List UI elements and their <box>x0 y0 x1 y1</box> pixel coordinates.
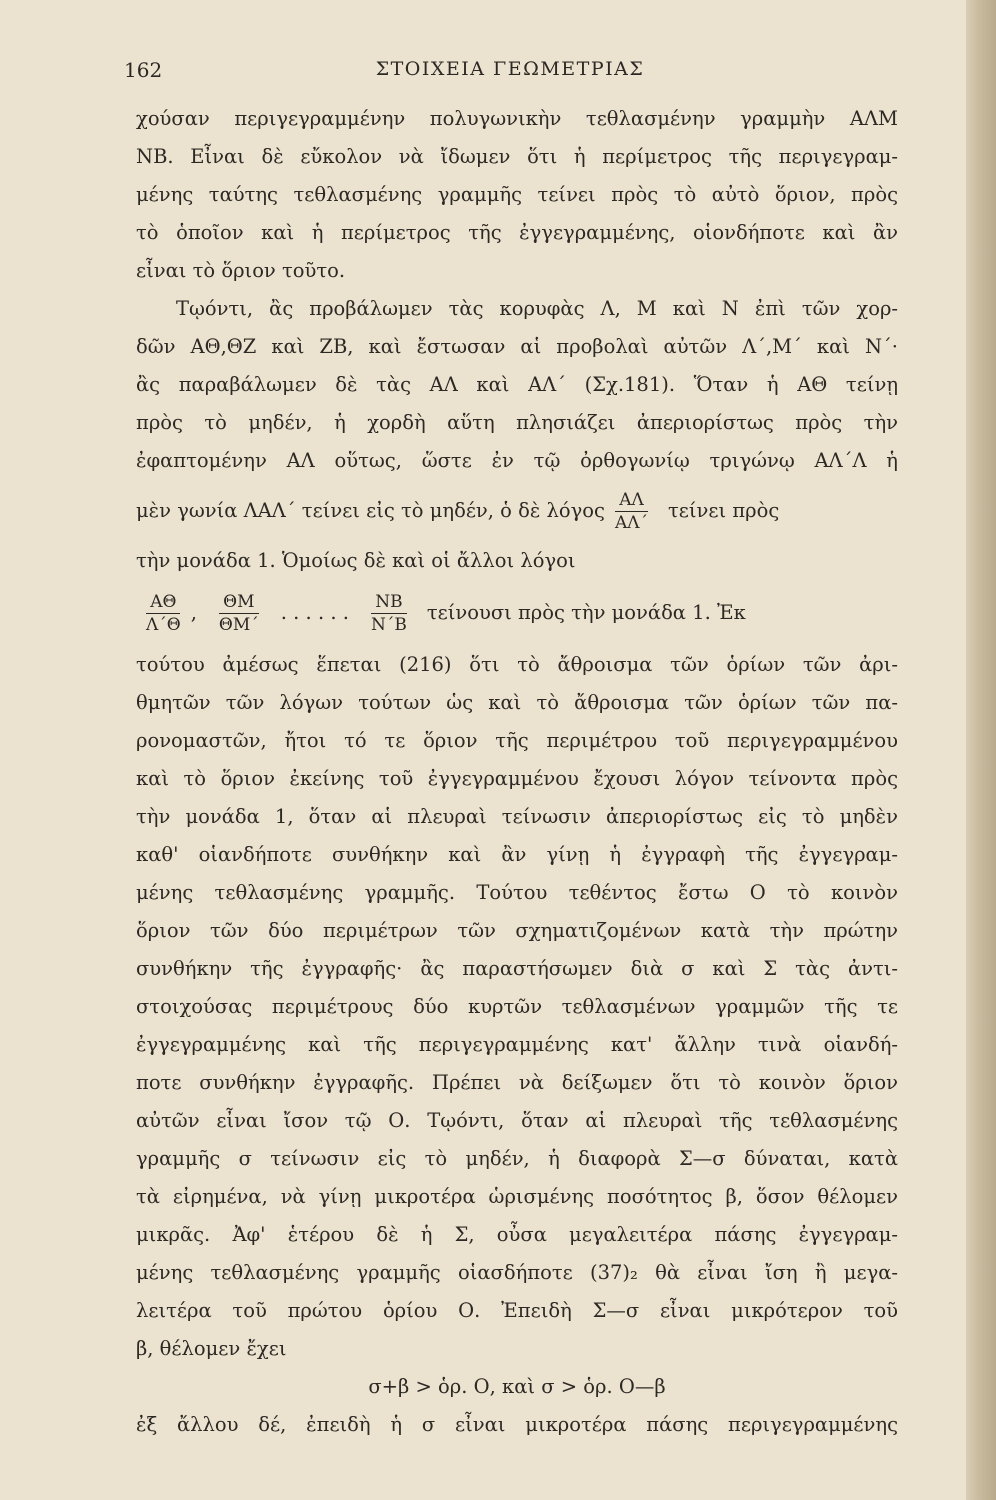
text-line: μένης ταύτης τεθλασμένης γραμμῆς τείνει πρὸς τὸ αὐτὸ ὅριον, πρὸς <box>136 183 898 206</box>
text-line: β, θέλομεν ἔχει <box>136 1337 287 1360</box>
fraction-numerator: ΑΛ <box>615 489 648 512</box>
text-line: τούτου ἀμέσως ἕπεται (216) ὅτι τὸ ἄθροισμα τῶν ὁρίων τῶν ἀρι- <box>136 653 898 676</box>
text-line: στοιχούσας περιμέτρους δύο κυρτῶν τεθλασμένων γραμμῶν τῆς τε <box>136 995 898 1018</box>
ratio-dots: . . . . . . <box>280 601 349 624</box>
fraction-denominator: ΑΛ΄ <box>614 512 649 533</box>
ratio-denominator: ΘΜ΄ <box>218 614 259 635</box>
ratio-2 <box>215 591 263 636</box>
text-line: εἶναι τὸ ὅριον τοῦτο. <box>136 259 346 282</box>
text-line: μένης τεθλασμένης γραμμῆς οἱασδήποτε (37)₂ θὰ εἶναι ἴση ἢ μεγα- <box>136 1261 898 1284</box>
text-line: μικρᾶς. Ἀφ' ἑτέρου δὲ ἡ Σ, οὖσα μεγαλειτέρα πάσης ἐγγεγραμ- <box>136 1223 898 1246</box>
text-line: πρὸς τὸ μηδέν, ἡ χορδὴ αὕτη πλησιάζει ἀπεριορίστως πρὸς τὴν <box>136 411 898 434</box>
fraction-line-before: μὲν γωνία ΛΑΛ΄ τείνει εἰς τὸ μηδέν, ὁ δὲ λόγος <box>136 499 605 522</box>
text-line: χούσαν περιγεγραμμένην πολυγωνικὴν τεθλασμένην γραμμὴν ΑΛΜ <box>136 107 898 130</box>
text-line: ἂς παραβάλωμεν δὲ τὰς ΑΛ καὶ ΑΛ΄ (Σχ.181). Ὅταν ἡ ΑΘ τείνῃ <box>136 373 898 396</box>
ratio-separator: , <box>190 601 197 624</box>
text-line: ρονομαστῶν, ἤτοι τό τε ὅριον τῆς περιμέτρου τοῦ περιγεγραμμένου <box>136 729 898 752</box>
text-line: ΝΒ. Εἶναι δὲ εὔκολον νὰ ἴδωμεν ὅτι ἡ περίμετρος τῆς περιγεγραμ- <box>136 145 898 168</box>
text-line: τὸ ὁποῖον καὶ ἡ περίμετρος τῆς ἐγγεγραμμένης, οἱονδήποτε καὶ ἂν <box>136 221 898 244</box>
text-line: καὶ τὸ ὅριον ἐκείνης τοῦ ἐγγεγραμμένου ἔχουσι λόγον τείνοντα πρὸς <box>136 767 898 790</box>
text-line: τὴν μονάδα 1. Ὁμοίως δὲ καὶ οἱ ἄλλοι λόγοι <box>136 549 576 572</box>
text-line: συνθήκην τῆς ἐγγραφῆς· ἂς παραστήσωμεν διὰ σ καὶ Σ τὰς ἀντι- <box>136 957 898 980</box>
fraction-al <box>611 489 652 534</box>
ratio-denominator: Λ΄Θ <box>146 614 181 635</box>
text-line: μένης τεθλασμένης γραμμῆς. Τούτου τεθέντος ἔστω Ο τὸ κοινὸν <box>136 881 898 904</box>
ratio-denominator: Ν΄Β <box>370 614 407 635</box>
text-line: ὅριον τῶν δύο περιμέτρων τῶν σχηματιζομένων κατὰ τὴν πρώτην <box>136 919 898 942</box>
ratios-line <box>136 580 898 646</box>
running-title: ΣΤΟΙΧΕΙΑ ΓΕΩΜΕΤΡΙΑΣ <box>375 58 645 80</box>
text-line: λειτέρα τοῦ πρώτου ὁρίου Ο. Ἐπειδὴ Σ—σ εἶναι μικρότερον τοῦ <box>136 1299 898 1322</box>
text-line: ποτε συνθήκην ἐγγραφῆς. Πρέπει νὰ δείξωμεν ὅτι τὸ κοινὸν ὅριον <box>136 1071 898 1094</box>
ratio-1 <box>142 591 185 636</box>
text-line: καθ' οἱανδήποτε συνθήκην καὶ ἂν γίνῃ ἡ ἐγγραφὴ τῆς ἐγγεγραμ- <box>136 843 898 866</box>
ratio-line-after: τείνουσι πρὸς τὴν μονάδα 1. Ἐκ <box>426 601 746 624</box>
page-number: 162 <box>124 58 163 82</box>
text-line: ἐγγεγραμμένης καὶ τῆς περιγεγραμμένης κατ' ἄλλην τινὰ οἱανδή- <box>136 1033 898 1056</box>
ratio-numerator: ΘΜ <box>219 591 258 614</box>
ratio-numerator: ΑΘ <box>146 591 180 614</box>
text-line: δῶν ΑΘ,ΘΖ καὶ ΖΒ, καὶ ἔστωσαν αἱ προβολαὶ αὐτῶν Λ΄,Μ΄ καὶ Ν΄· <box>136 335 898 358</box>
fraction-line <box>136 480 898 542</box>
text-line: γραμμῆς σ τείνωσιν εἰς τὸ μηδέν, ἡ διαφορὰ Σ—σ δύναται, κατὰ <box>136 1147 898 1170</box>
ratio-3 <box>367 591 411 636</box>
body-text <box>136 100 898 1444</box>
page-header <box>120 48 900 88</box>
fraction-line-after: τείνει πρὸς <box>668 499 780 522</box>
text-line: τὴν μονάδα 1, ὅταν αἱ πλευραὶ τείνωσιν ἀπεριορίστως εἰς τὸ μηδὲν <box>136 805 898 828</box>
formula-line: σ+β > ὁρ. Ο, καὶ σ > ὁρ. Ο—β <box>368 1375 666 1398</box>
text-line: ἐφαπτομένην ΑΛ οὕτως, ὥστε ἐν τῷ ὀρθογωνίῳ τριγώνῳ ΑΛ΄Λ ἡ <box>136 449 898 472</box>
text-line: τὰ εἰρημένα, νὰ γίνῃ μικροτέρα ὡρισμένης ποσότητος β, ὅσον θέλομεν <box>136 1185 898 1208</box>
text-line: ἐξ ἄλλου δέ, ἐπειδὴ ἡ σ εἶναι μικροτέρα πάσης περιγεγραμμένης <box>136 1413 898 1436</box>
text-line: Τῳόντι, ἂς προβάλωμεν τὰς κορυφὰς Λ, Μ καὶ Ν ἐπὶ τῶν χορ- <box>176 297 898 320</box>
ratio-numerator: ΝΒ <box>371 591 406 614</box>
page-edge <box>966 0 996 1500</box>
text-line: θμητῶν τῶν λόγων τούτων ὡς καὶ τὸ ἄθροισμα τῶν ὁρίων τῶν πα- <box>136 691 898 714</box>
text-line: αὐτῶν εἶναι ἴσον τῷ Ο. Τῳόντι, ὅταν αἱ πλευραὶ τῆς τεθλασμένης <box>136 1109 898 1132</box>
